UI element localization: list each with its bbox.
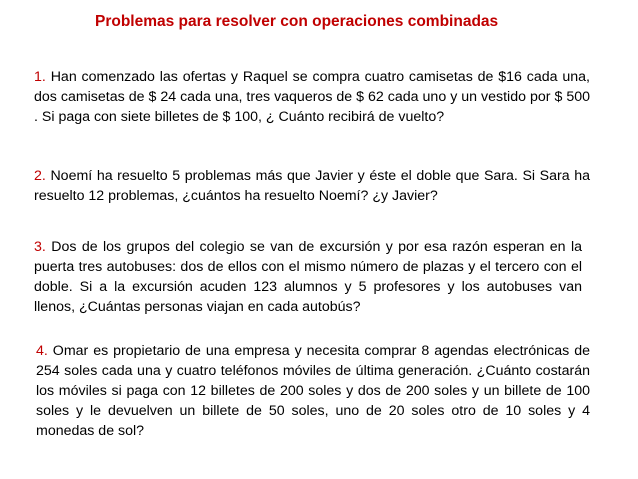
problem-4 (36, 341, 590, 441)
problem-3-text: Dos de los grupos del colegio se van de excursión y por esa razón esperan en la puerta tres autobuses: dos de ellos con el mismo número de plazas y el tercero con el doble. Si a la excursión acuden 123 alumnos y 5 profesores y los autobuses van llenos, ¿Cuántas personas viajan en cada autobús? (34, 239, 582, 315)
problem-1-number: 1. (34, 69, 46, 85)
problem-3 (34, 237, 582, 317)
problem-2-number: 2. (34, 168, 46, 184)
problem-2-text: Noemí ha resuelto 5 problemas más que Javier y éste el doble que Sara. Si Sara ha resuelto 12 problemas, ¿cuántos ha resuelto Noemí? ¿y Javier? (34, 168, 590, 204)
problem-4-number: 4. (36, 343, 48, 359)
problem-1 (34, 67, 590, 127)
page-title: Problemas para resolver con operaciones combinadas (95, 13, 499, 30)
problem-2 (34, 166, 590, 206)
problem-1-text: Han comenzado las ofertas y Raquel se compra cuatro camisetas de $16 cada una, dos camisetas de $ 24 cada una, tres vaqueros de $ 62 cada uno y un vestido por $ 500 . Si paga con siete billetes de $ 100, ¿ Cuánto recibirá de vuelto? (34, 69, 590, 125)
problem-4-text: Omar es propietario de una empresa y necesita comprar 8 agendas electrónicas de 254 soles cada una y cuatro teléfonos móviles de última generación. ¿Cuánto costarán los móviles si paga con 12 billetes de 200 soles y dos de 200 soles y un billete de 100 soles y le devuelven un billete de 50 soles, uno de 20 soles otro de 10 soles y 4 monedas de sol? (36, 343, 590, 439)
problem-3-number: 3. (34, 239, 46, 255)
